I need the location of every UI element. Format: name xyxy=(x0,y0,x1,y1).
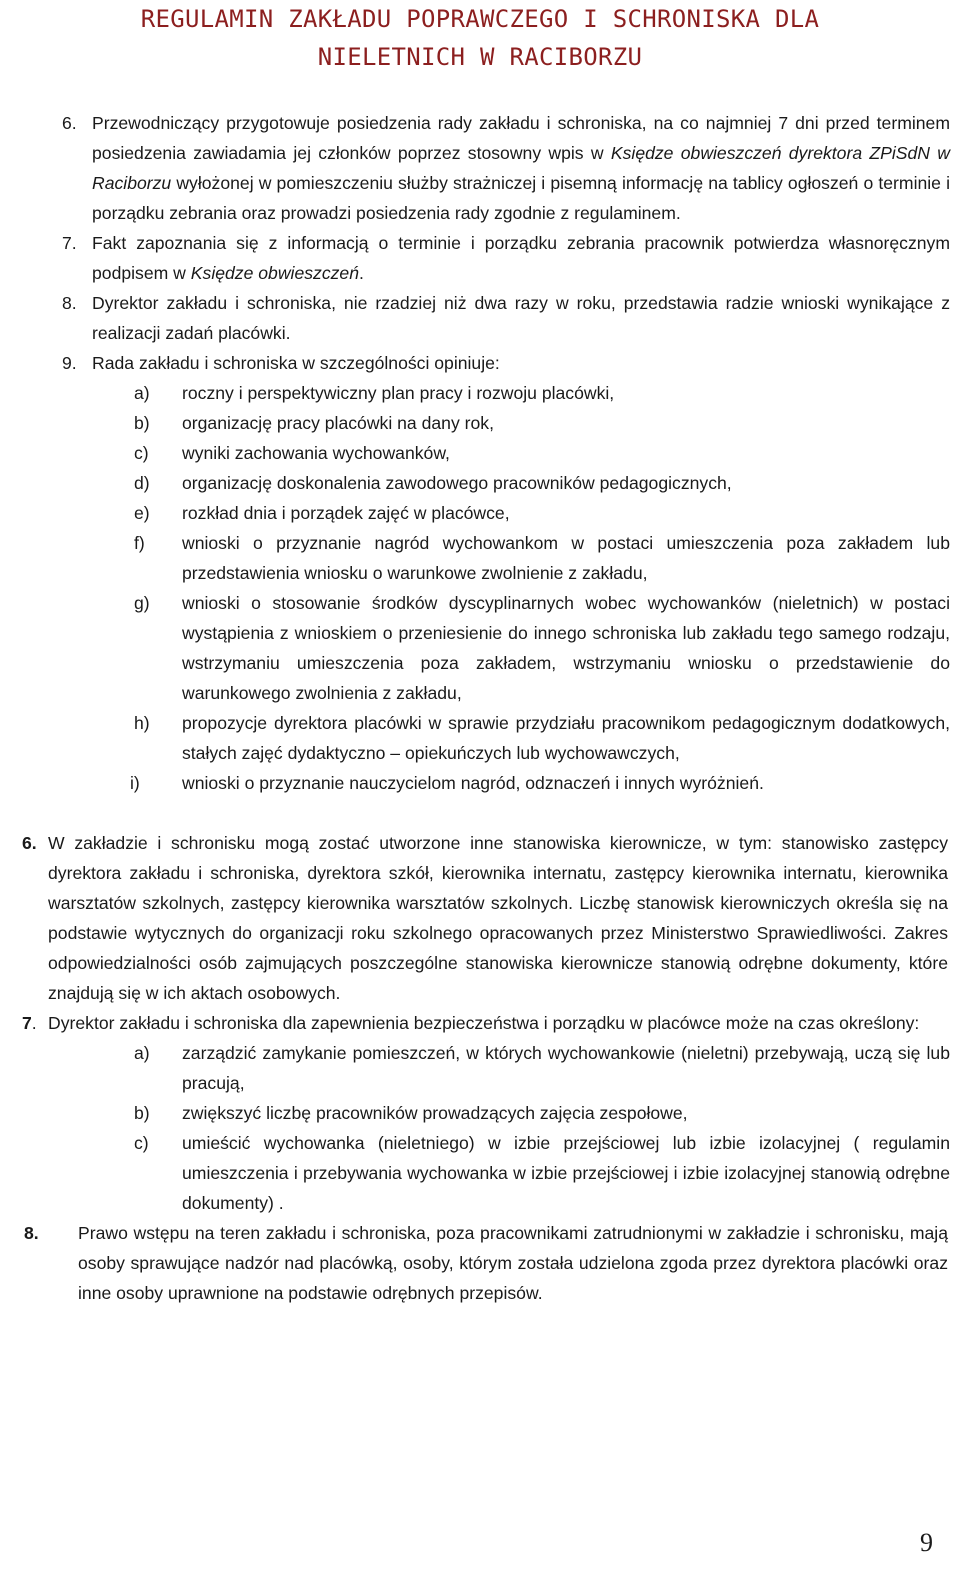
paragraph-text-italic: Księdze obwieszczeń xyxy=(190,263,359,283)
security-item-a xyxy=(134,1038,950,1098)
list-item-text: zwiększyć liczbę pracowników prowadzących zajęcia zespołowe, xyxy=(182,1103,688,1123)
list-item-label: i) xyxy=(130,773,140,793)
section-number-digit: 7 xyxy=(22,1013,32,1033)
document-body xyxy=(0,108,960,1308)
list-item-text: wyniki zachowania wychowanków, xyxy=(182,443,450,463)
list-item-f xyxy=(134,528,950,588)
list-item-label: g) xyxy=(134,593,150,613)
list-item-text: umieścić wychowanka (nieletniego) w izbie przejściowej lub izbie izolacyjnej ( regulamin umieszczenia i przebywania wychowanka w izbie przejściowej i izbie izolacyjnej stanowią odrębne dokumenty) . xyxy=(182,1133,950,1213)
security-item-b xyxy=(134,1098,950,1128)
list-item-text: wnioski o stosowanie środków dyscyplinarnych wobec wychowanków (nieletnich) w postaci wystąpienia z wnioskiem o przeniesienie do innego schroniska lub zakładu tego samego rodzaju, wstrzymaniu umieszczenia poza zakładem, wstrzymaniu wniosku o przedstawienie do warunkowego zwolnienia z zakładu, xyxy=(182,593,950,703)
page-number: 9 xyxy=(920,1528,933,1557)
list-item-text: organizację pracy placówki na dany rok, xyxy=(182,413,494,433)
list-item-b xyxy=(134,408,950,438)
paragraph-text: Przewodniczący przygotowuje posiedzenia rady zakładu i schroniska, na co najmniej 7 dni przed terminem posiedzenia zawiadamia jej członków poprzez stosowny wpis w xyxy=(92,113,950,163)
list-item-c xyxy=(134,438,950,468)
document-header xyxy=(0,0,960,74)
list-item-label: e) xyxy=(134,503,150,523)
paragraph-text: Rada zakładu i schroniska w szczególności opiniuje: xyxy=(92,353,500,373)
list-item-text: roczny i perspektywiczny plan pracy i rozwoju placówki, xyxy=(182,383,615,403)
list-item-e xyxy=(134,498,950,528)
section-number xyxy=(22,1008,37,1038)
paragraph-9-council xyxy=(62,348,950,378)
list-item-text: propozycje dyrektora placówki w sprawie przydziału pracownikom pedagogicznym dodatkowych, stałych zajęć dydaktyczno – opiekuńczych lub wychowawczych, xyxy=(182,713,950,763)
paragraph-text: Fakt zapoznania się z informacją o terminie i porządku zebrania pracownik potwierdza własnoręcznym podpisem w xyxy=(92,233,950,283)
list-item-text: wnioski o przyznanie nagród wychowankom w postaci umieszczenia poza zakładem lub przedstawienia wniosku o warunkowe zwolnienie z zakładu, xyxy=(182,533,950,583)
header-line-1: REGULAMIN ZAKŁADU POPRAWCZEGO I SCHRONISKA DLA xyxy=(140,5,820,33)
paragraph-number: 6. xyxy=(62,113,77,133)
list-item-label: c) xyxy=(134,1133,149,1153)
list-item-text: zarządzić zamykanie pomieszczeń, w których wychowankowie (nieletni) przebywają, uczą się lub pracują, xyxy=(182,1043,950,1093)
list-item-label: b) xyxy=(134,413,150,433)
paragraph-6-council xyxy=(62,108,950,228)
section-number: 8. xyxy=(24,1223,39,1243)
paragraph-number: 9. xyxy=(62,353,77,373)
list-item-label: a) xyxy=(134,1043,150,1063)
list-item-label: d) xyxy=(134,473,150,493)
list-item-label: a) xyxy=(134,383,150,403)
spacer xyxy=(0,798,960,828)
paragraph-text: wyłożonej w pomieszczeniu służby strażniczej i pisemną informację na tablicy ogłoszeń o terminie i porządku zebrania oraz prowadzi posiedzenia rady zgodnie z regulaminem. xyxy=(92,173,950,223)
section-6-management xyxy=(22,828,948,1008)
section-number-dot: . xyxy=(31,1013,37,1033)
list-item-text: wnioski o przyznanie nauczycielom nagród, odznaczeń i innych wyróżnień. xyxy=(182,773,764,793)
section-text: W zakładzie i schronisku mogą zostać utworzone inne stanowiska kierownicze, w tym: stanowisko zastępcy dyrektora zakładu i schroniska, dyrektora szkół, kierownika internatu, zastępcy kierownika internatu, kierownika warsztatów szkolnych, zastępcy kierownika warsztatów szkolnych. Liczbę stanowisk kierowniczych określa się na podstawie wytycznych do organizacji roku szkolnego opracowanych przez Ministerstwo Sprawiedliwości. Zakres odpowiedzialności osób zajmujących poszczególne stanowiska kierownicze stanowią odrębne dokumenty, które znajdują się w ich aktach osobowych. xyxy=(48,833,948,1003)
paragraph-number: 7. xyxy=(62,233,77,253)
header-line-2: NIELETNICH W RACIBORZU xyxy=(317,43,643,71)
section-text: Prawo wstępu na teren zakładu i schroniska, poza pracownikami zatrudnionymi w zakładzie i schronisku, mają osoby sprawujące nadzór nad placówką, osoby, którym została udzielona zgoda przez dyrektora placówki oraz inne osoby uprawnione na podstawie odrębnych przepisów. xyxy=(78,1223,948,1303)
list-item-label: b) xyxy=(134,1103,150,1123)
list-item-d xyxy=(134,468,950,498)
list-item-label: f) xyxy=(134,533,145,553)
security-item-c xyxy=(134,1128,950,1218)
list-item-text: organizację doskonalenia zawodowego pracowników pedagogicznych, xyxy=(182,473,732,493)
paragraph-number: 8. xyxy=(62,293,77,313)
paragraph-text: . xyxy=(359,263,364,283)
list-item-text: rozkład dnia i porządek zajęć w placówce, xyxy=(182,503,510,523)
paragraph-8-council xyxy=(62,288,950,348)
section-8-access xyxy=(24,1218,948,1308)
list-item-label: h) xyxy=(134,713,150,733)
list-item-g xyxy=(134,588,950,708)
section-number: 6. xyxy=(22,833,37,853)
paragraph-text-italic: Księdze obwieszczeń dyrektora ZPiSdN w Raciborzu xyxy=(92,143,950,193)
list-item-i xyxy=(130,768,950,798)
paragraph-7-council xyxy=(62,228,950,288)
list-item-h xyxy=(134,708,950,768)
paragraph-text: Dyrektor zakładu i schroniska, nie rzadziej niż dwa razy w roku, przedstawia radzie wnioski wynikające z realizacji zadań placówki. xyxy=(92,293,950,343)
section-text: Dyrektor zakładu i schroniska dla zapewnienia bezpieczeństwa i porządku w placówce może na czas określony: xyxy=(48,1013,920,1033)
list-item-a xyxy=(134,378,950,408)
section-7-security xyxy=(22,1008,948,1038)
list-item-label: c) xyxy=(134,443,149,463)
